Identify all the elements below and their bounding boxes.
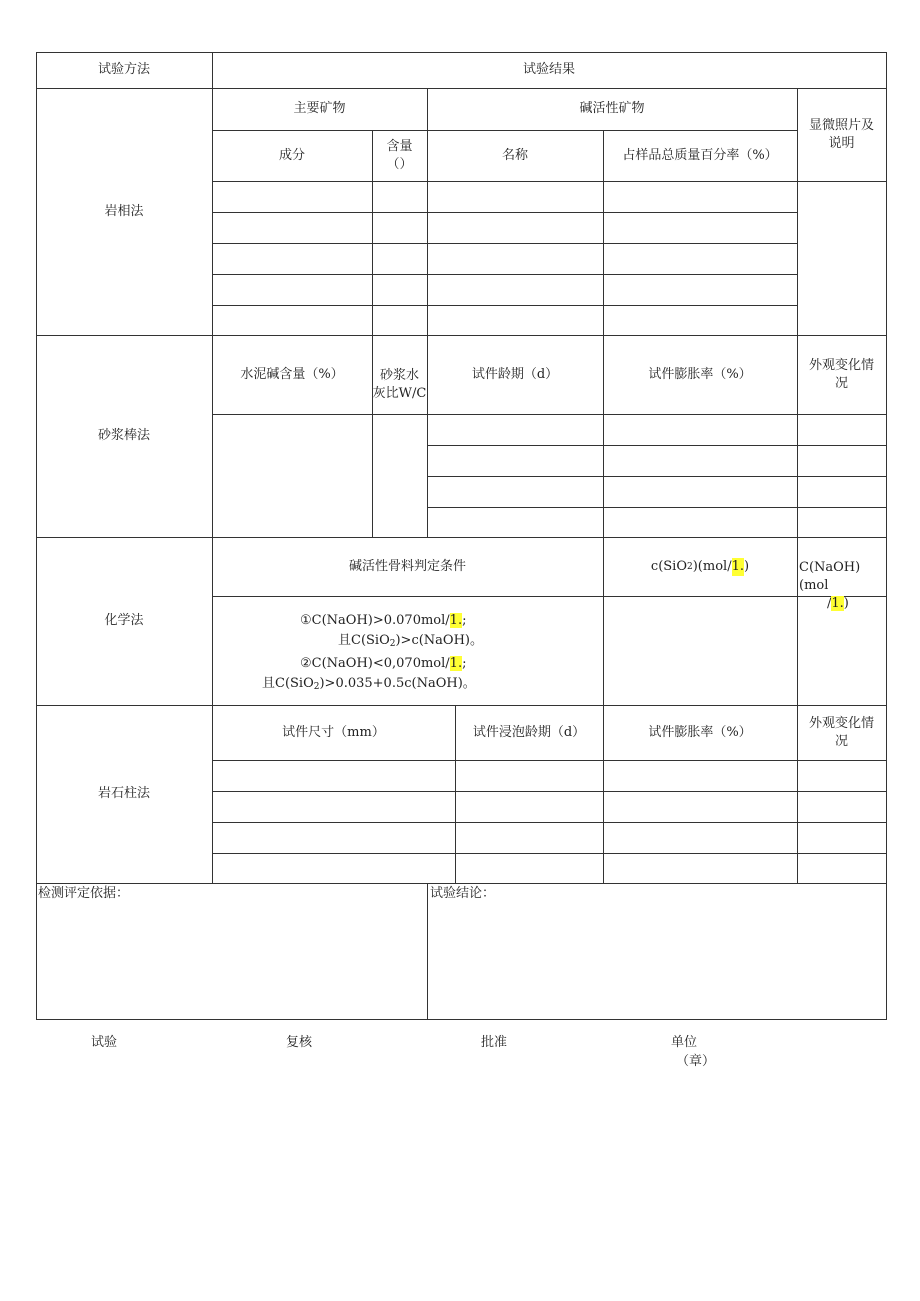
sign-test: 试验 [91, 1035, 118, 1050]
rock-expansion: 试件膨胀率（%） [648, 724, 752, 740]
chem-sio2-head-c: ) [743, 558, 750, 574]
chem-sio2-head-a: c(SiO [650, 558, 687, 574]
sign-unit: 单位 [671, 1035, 698, 1050]
chem-naoh-head-a: C(NaOH)(mol [799, 560, 861, 593]
petro-main-minerals: 主要矿物 [293, 101, 346, 116]
sign-approve: 批准 [481, 1035, 508, 1050]
footer-conclusion: 试验结论： [430, 886, 496, 901]
chem-naoh-highlight: 1. [831, 596, 844, 611]
petro-alkali-minerals: 碱活性矿物 [579, 101, 645, 116]
rock-label: 岩石柱法 [97, 786, 150, 801]
sign-seal: （章） [676, 1054, 716, 1069]
petro-name: 名称 [501, 147, 528, 163]
mortar-appearance: 外观变化情 况 [808, 357, 874, 391]
rock-appearance: 外观变化情 况 [808, 715, 874, 749]
chem-naoh-header [799, 559, 885, 613]
chem-cond-line2: 且C(SiO$_2$)>c(NaOH)。 [338, 633, 483, 649]
chem-sio2-header [603, 537, 797, 596]
petro-mass-pct: 占样品总质量百分率（%） [622, 147, 778, 163]
rock-soak-age: 试件浸泡龄期（d） [472, 724, 586, 740]
chem-sio2-sub: 2 [687, 561, 693, 572]
mortar-age: 试件龄期（d） [471, 366, 559, 382]
chem-cond-line3: ②C(NaOH)<0,070mol/1.; [300, 656, 467, 671]
chem-sio2-head-b: )(mol/ [692, 558, 732, 574]
header-method: 试验方法 [97, 62, 150, 77]
mortar-cement-alkali: 水泥碱含量（%） [240, 366, 344, 382]
chem-naoh-line2 [799, 595, 885, 613]
chem-criteria: 碱活性骨料判定条件 [348, 558, 466, 574]
petro-label: 岩相法 [104, 203, 144, 219]
chem-conditions [262, 611, 582, 697]
chem-naoh-head-b: / [827, 596, 832, 611]
chem-cond-line1: ①C(NaOH)>0.070mol/1.; [300, 613, 467, 628]
chem-cond-line4: 且C(SiO$_2$)>0.035+0.5c(NaOH)。 [262, 676, 476, 692]
rock-size: 试件尺寸（mm） [282, 724, 385, 740]
header-result: 试验结果 [522, 62, 575, 77]
mortar-expansion: 试件膨胀率（%） [648, 366, 752, 382]
petro-component: 成分 [278, 147, 305, 163]
chem-sio2-highlight: 1. [731, 558, 744, 574]
footer-basis: 检测评定依据： [38, 886, 130, 901]
chem-naoh-head-c: ) [843, 596, 849, 611]
chem-label: 化学法 [104, 613, 144, 628]
petro-content: 含量 （） [386, 138, 413, 172]
mortar-wc-ratio: 砂浆水 灰比W/C [372, 368, 427, 401]
petro-micro-photo: 显微照片及 说明 [808, 117, 874, 151]
mortar-label: 砂浆棒法 [97, 428, 150, 443]
sign-review: 复核 [286, 1035, 313, 1050]
